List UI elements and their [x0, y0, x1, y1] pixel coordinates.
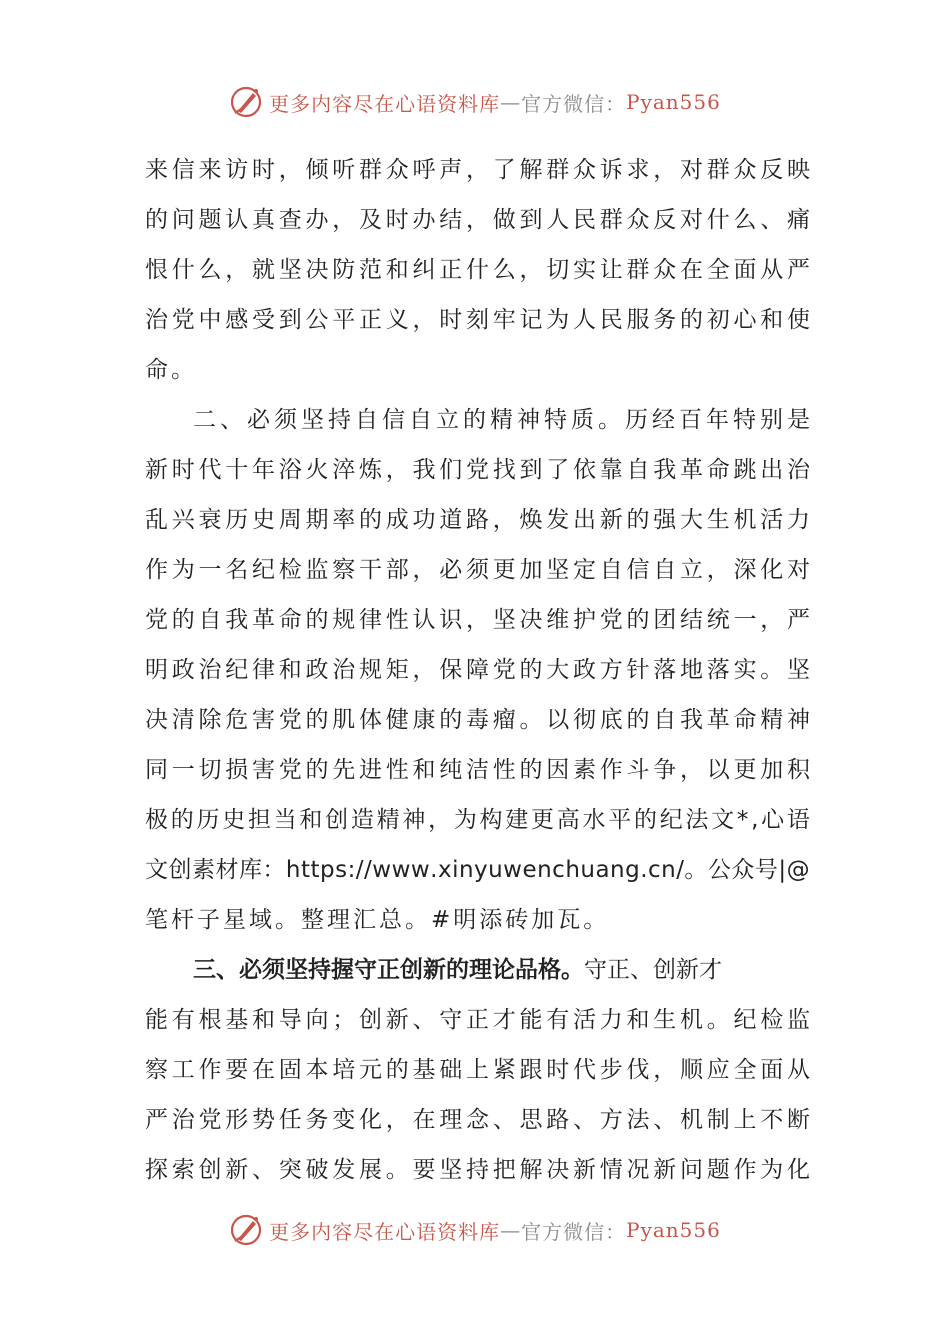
paragraph-2	[145, 395, 810, 945]
text-line: 探 索 创 新 、 突 破 发 展 。 要 坚 持 把 解 决 新 情 况 新 问 题 作 为 化	[145, 1157, 810, 1183]
text-line: 恨 什 么 ， 就 坚 决 防 范 和 纠 正 什 么 ， 切 实 让 群 众 在 全 面 从 严	[145, 257, 810, 283]
text-line: 同 一 切 损 害 党 的 先 进 性 和 纯 洁 性 的 因 素 作 斗 争 ， 以 更 加 积	[145, 757, 810, 783]
text-line: 能 有 根 基 和 导 向 ； 创 新 、 守 正 才 能 有 活 力 和 生 机 。 纪 检 监	[145, 1007, 810, 1033]
quill-logo-icon	[229, 85, 263, 119]
text-line: 治 党 中 感 受 到 公 平 正 义 ， 时 刻 牢 记 为 人 民 服 务 的 初 心 和 使	[145, 307, 810, 333]
watermark-official-text: 官方微信：	[521, 1219, 627, 1244]
text-line: 二 、 必 须 坚 持 自 信 自 立 的 精 神 特 质 。 历 经 百 年 特 别 是	[193, 407, 810, 433]
watermark-dash: —	[500, 1218, 522, 1242]
text-line: 来 信 来 访 时 ， 倾 听 群 众 呼 声 ， 了 解 群 众 诉 求 ， 对 群 众 反 映	[145, 157, 810, 183]
text-line: 乱 兴 衰 历 史 周 期 率 的 成 功 道 路 ， 焕 发 出 新 的 强 大 生 机 活 力	[145, 507, 810, 533]
paragraph-1	[145, 145, 810, 395]
text-line: 文 创 素 材 库 ： h t t p s : / / w w w . x i n y u w e n c h u a n g . c n / 。 公 众 号 | @	[145, 857, 810, 883]
watermark-brand-text: 更多内容尽在心语资料库	[269, 91, 501, 116]
text-line: 笔杆子星域。整理汇总。#明添砖加瓦。	[145, 907, 610, 933]
text-line: 决 清 除 危 害 党 的 肌 体 健 康 的 毒 瘤 。 以 彻 底 的 自 我 革 命 精 神	[145, 707, 810, 733]
quill-logo-icon	[229, 1213, 263, 1247]
watermark-banner-top	[0, 82, 950, 122]
section-heading: 三、必须坚持握守正创新的理论品格。	[193, 957, 584, 983]
watermark-official-text: 官方微信：	[521, 91, 627, 116]
paragraph-3	[145, 945, 810, 1195]
text-line: 作 为 一 名 纪 检 监 察 干 部 ， 必 须 更 加 坚 定 自 信 自 立 ， 深 化 对	[145, 557, 810, 583]
watermark-dash: —	[500, 90, 522, 114]
text-line: 党 的 自 我 革 命 的 规 律 性 认 识 ， 坚 决 维 护 党 的 团 结 统 一 ， 严	[145, 607, 810, 633]
text-line: 严 治 党 形 势 任 务 变 化 ， 在 理 念 、 思 路 、 方 法 、 机 制 上 不 断	[145, 1107, 810, 1133]
watermark-brand-text: 更多内容尽在心语资料库	[269, 1219, 501, 1244]
text-line: 命。	[145, 357, 197, 383]
watermark-banner-bottom	[0, 1210, 950, 1250]
document-body	[145, 145, 810, 1195]
heading-line	[145, 945, 810, 995]
text-line: 的 问 题 认 真 查 办 ， 及 时 办 结 ， 做 到 人 民 群 众 反 对 什 么 、 痛	[145, 207, 810, 233]
text-line: 极 的 历 史 担 当 和 创 造 精 神 ， 为 构 建 更 高 水 平 的 纪 法 文 * , 心 语	[145, 807, 810, 833]
heading-rest-text: 守正、创新才	[584, 957, 722, 983]
text-line: 明 政 治 纪 律 和 政 治 规 矩 ， 保 障 党 的 大 政 方 针 落 地 落 实 。 坚	[145, 657, 810, 683]
watermark-wechat-id: Pyan556	[626, 1218, 721, 1242]
text-line: 察 工 作 要 在 固 本 培 元 的 基 础 上 紧 跟 时 代 步 伐 ， 顺 应 全 面 从	[145, 1057, 810, 1083]
text-line: 新 时 代 十 年 浴 火 淬 炼 ， 我 们 党 找 到 了 依 靠 自 我 革 命 跳 出 治	[145, 457, 810, 483]
watermark-wechat-id: Pyan556	[626, 90, 721, 114]
